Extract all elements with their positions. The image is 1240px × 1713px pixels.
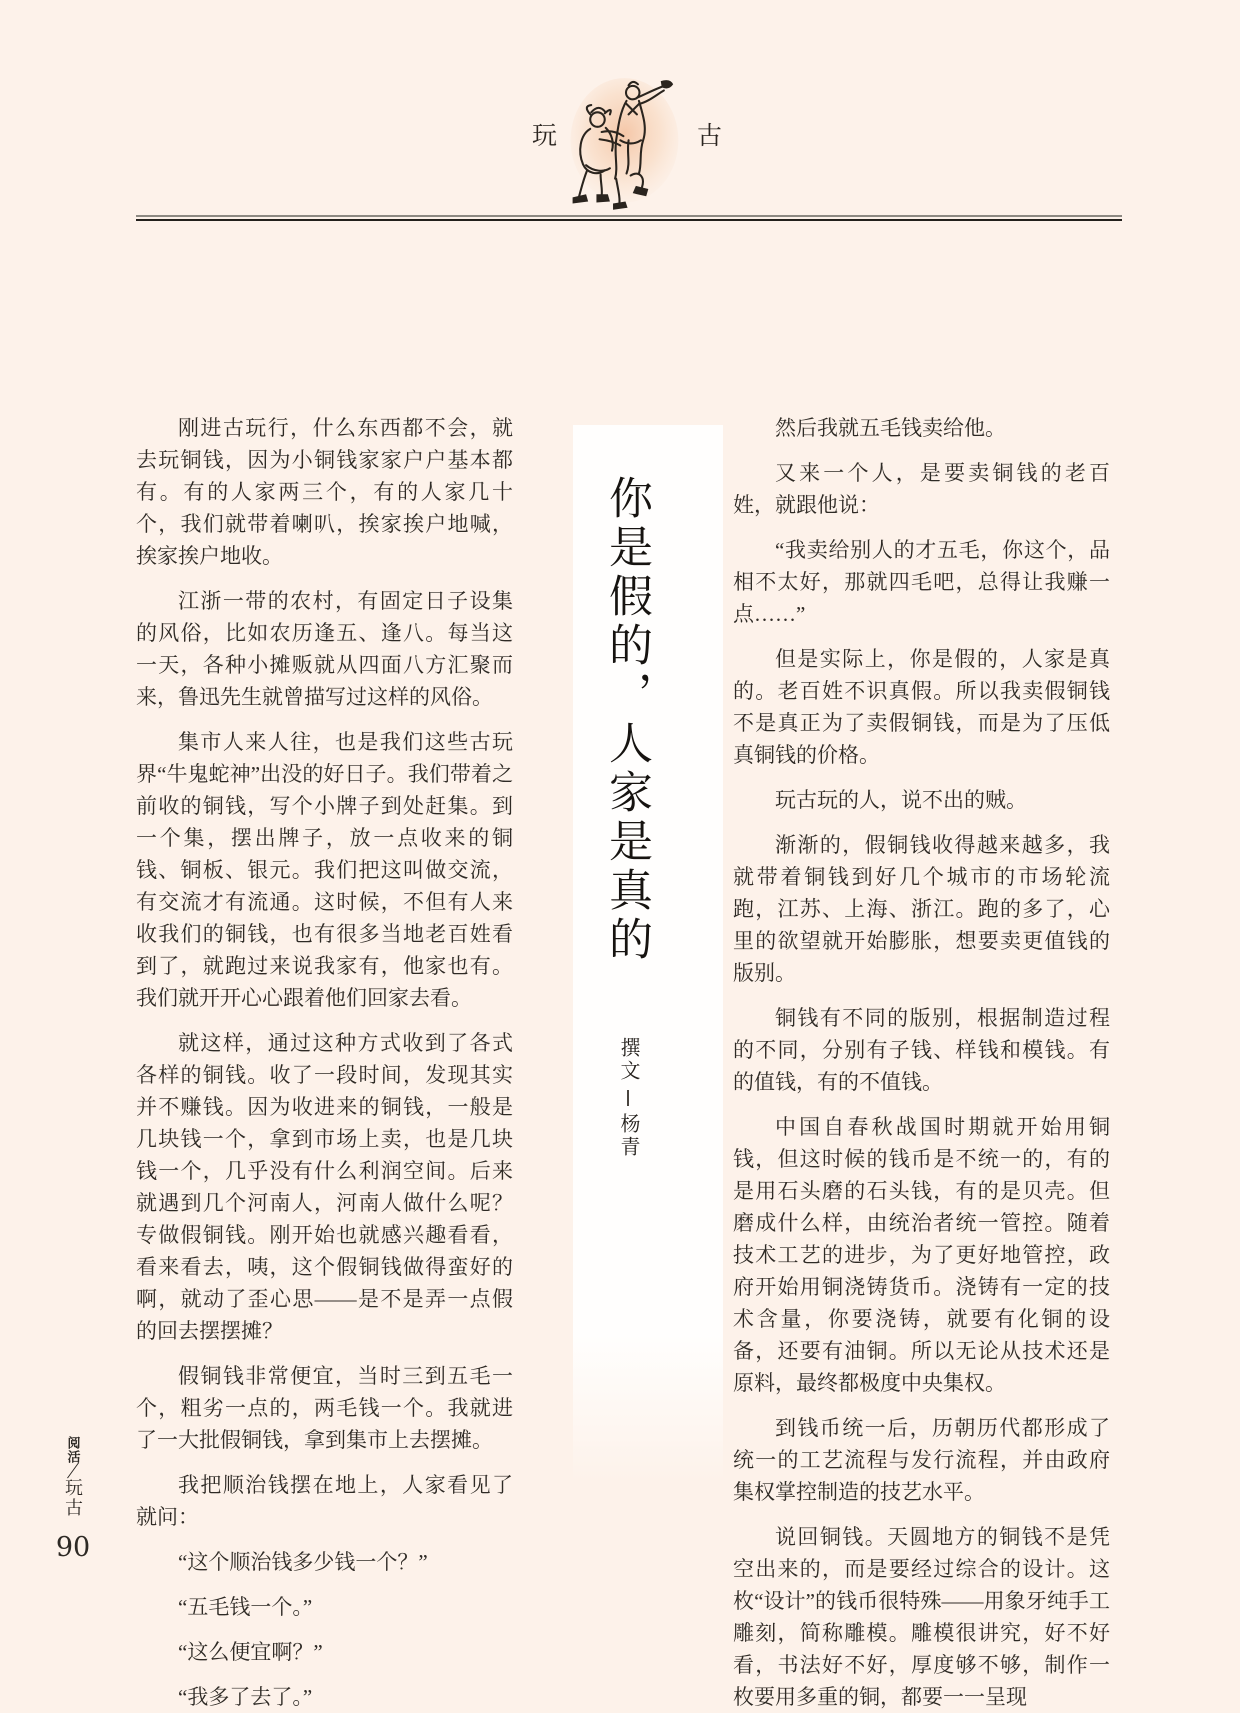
paragraph: 又来一个人，是要卖铜钱的老百姓，就跟他说： (733, 461, 1110, 517)
paragraph: “我多了去了。” (178, 1685, 313, 1709)
footer-section-label: 玩古 (63, 1478, 83, 1518)
paragraph: 但是实际上，你是假的，人家是真的。老百姓不识真假。所以我卖假铜钱不是真正为了卖假铜钱，而是为了压低真铜钱的价格。 (733, 647, 1110, 767)
article-title: 你是假的，人家是真的 (602, 475, 651, 965)
paragraph: 铜钱有不同的版别，根据制造过程的不同，分别有子钱、样钱和模钱。有的值钱，有的不值钱。 (733, 1006, 1110, 1094)
byline-author: 杨青 (617, 1113, 639, 1159)
right-column (733, 412, 1110, 1713)
paragraph: 然后我就五毛钱卖给他。 (775, 416, 1006, 440)
paragraph: 玩古玩的人，说不出的贼。 (775, 788, 1027, 812)
footer-magazine-label: 阅活 (65, 1436, 81, 1464)
page-number: 90 (55, 1532, 91, 1563)
header-divider (136, 215, 1122, 222)
left-column (136, 412, 513, 1713)
paragraph: 中国自春秋战国时期就开始用铜钱，但这时候的钱币是不统一的，有的是用石头磨的石头钱，有的是贝壳。但磨成什么样，由统治者统一管控。随着技术工艺的进步，为了更好地管控，政府开始用铜浇铸货币。浇铸有一定的技术含量，你要浇铸，就要有化铜的设备，还要有油铜。所以无论从技术还是原料，最终都极度中央集权。 (733, 1115, 1110, 1395)
header-char-left: 玩 (532, 123, 558, 150)
paragraph: 就这样，通过这种方式收到了各式各样的铜钱。收了一段时间，发现其实并不赚钱。因为收进来的铜钱，一般是几块钱一个，拿到市场上卖，也是几块钱一个，几乎没有什么利润空间。后来就遇到几个河南人，河南人做什么呢？专做假铜钱。刚开始也就感兴趣看看，看来看去，咦，这个假铜钱做得蛮好的啊，就动了歪心思——是不是弄一点假的回去摆摆摊？ (136, 1031, 513, 1343)
byline (573, 1037, 683, 1159)
byline-divider (627, 1090, 629, 1106)
title-strip (573, 425, 723, 1483)
byline-label: 撰文 (617, 1037, 639, 1083)
paragraph: 我把顺治钱摆在地上，人家看见了就问： (136, 1473, 513, 1529)
paragraph: 江浙一带的农村，有固定日子设集的风俗，比如农历逢五、逢八。每当这一天，各种小摊贩就从四面八方汇聚而来，鲁迅先生就曾描写过这样的风俗。 (136, 589, 513, 709)
figures-illustration (566, 76, 686, 216)
paragraph: 渐渐的，假铜钱收得越来越多，我就带着铜钱到好几个城市的市场轮流跑，江苏、上海、浙江。跑的多了，心里的欲望就开始膨胀，想要卖更值钱的版别。 (733, 833, 1110, 985)
paragraph: 到钱币统一后，历朝历代都形成了统一的工艺流程与发行流程，并由政府集权掌控制造的技艺水平。 (733, 1416, 1110, 1504)
paragraph: “这个顺治钱多少钱一个？” (178, 1550, 428, 1574)
page-footer (50, 1436, 96, 1563)
paragraph: “这么便宜啊？” (178, 1640, 323, 1664)
paragraph: 集市人来人往，也是我们这些古玩界“牛鬼蛇神”出没的好日子。我们带着之前收的铜钱，写个小牌子到处赶集。到一个集，摆出牌子，放一点收来的铜钱、铜板、银元。我们把这叫做交流，有交流才有流通。这时候，不但有人来收我们的铜钱，也有很多当地老百姓看到了，就跑过来说我家有，他家也有。我们就开开心心跟着他们回家去看。 (136, 730, 513, 1010)
paragraph: 假铜钱非常便宜，当时三到五毛一个，粗劣一点的，两毛钱一个。我就进了一大批假铜钱，拿到集市上去摆摊。 (136, 1364, 513, 1452)
paragraph: “五毛钱一个。” (178, 1595, 313, 1619)
header-char-right: 古 (697, 123, 723, 150)
paragraph: 说回铜钱。天圆地方的铜钱不是凭空出来的，而是要经过综合的设计。这枚“设计”的钱币很特殊——用象牙纯手工雕刻，简称雕模。雕模很讲究，好不好看，书法好不好，厚度够不够，制作一枚要用多重的铜，都要一一呈现 (733, 1525, 1110, 1709)
footer-slash-divider: ╱ (67, 1463, 79, 1478)
paragraph: “我卖给别人的才五毛，你这个，品相不太好，那就四毛吧，总得让我赚一点……” (733, 538, 1110, 626)
paragraph: 刚进古玩行，什么东西都不会，就去玩铜钱，因为小铜钱家家户户基本都有。有的人家两三个，有的人家几十个，我们就带着喇叭，挨家挨户地喊，挨家挨户地收。 (136, 416, 513, 568)
